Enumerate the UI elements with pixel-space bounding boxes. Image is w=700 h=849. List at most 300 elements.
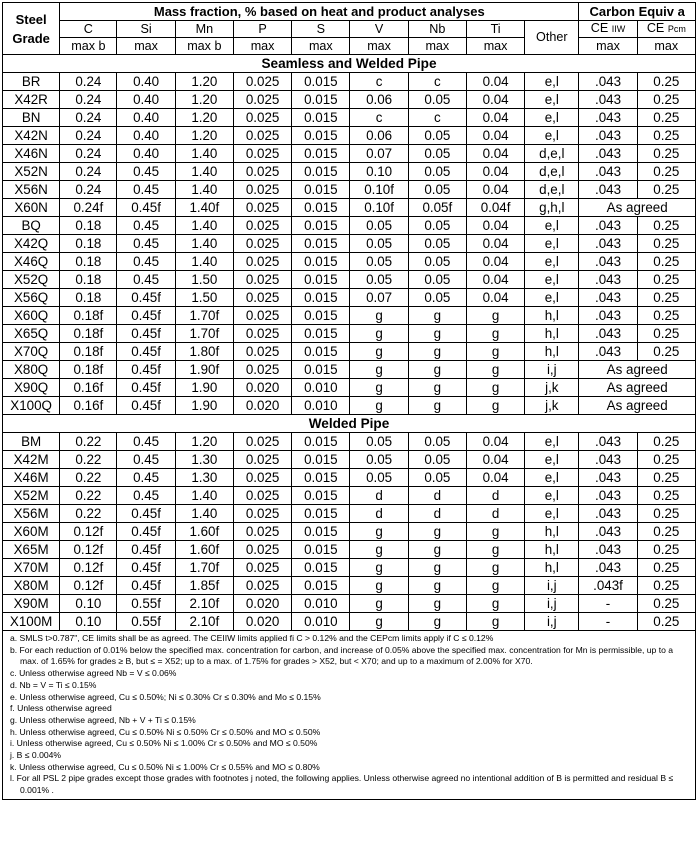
value-cell: 1.30	[175, 451, 233, 469]
value-cell: g	[466, 541, 524, 559]
value-cell: As agreed	[579, 361, 696, 379]
value-cell: g	[350, 595, 408, 613]
value-cell: 0.025	[233, 577, 291, 595]
value-cell: 0.05	[408, 163, 466, 181]
value-cell: g	[466, 577, 524, 595]
value-cell: 0.40	[117, 73, 175, 91]
value-cell: 0.45f	[117, 199, 175, 217]
value-cell: 0.45	[117, 469, 175, 487]
value-cell: g	[408, 541, 466, 559]
value-cell: 0.25	[637, 109, 695, 127]
value-cell: As agreed	[579, 199, 696, 217]
value-cell: e,l	[525, 505, 579, 523]
value-cell: 1.40f	[175, 199, 233, 217]
footnote: a. SMLS t>0.787", CE limits shall be as agreed. The CEIIW limits applied fi C > 0.12% and the CEPcm limits apply if C ≤ 0.12%	[10, 633, 494, 643]
table-row	[3, 541, 696, 559]
ce-limit-header-iiw: max	[579, 38, 637, 55]
table-header	[3, 3, 696, 55]
value-cell: As agreed	[579, 379, 696, 397]
value-cell: 0.025	[233, 487, 291, 505]
value-cell: g	[350, 361, 408, 379]
footnote: l. For all PSL 2 pipe grades except those grades with footnotes j noted, the following applies. Unless otherwise agreed no intentional addition of B is permitted and residual B ≤ 0.001% .	[10, 773, 674, 796]
value-cell: d	[466, 487, 524, 505]
value-cell: 0.015	[292, 343, 350, 361]
value-cell: 0.45f	[117, 379, 175, 397]
value-cell: 0.45f	[117, 361, 175, 379]
value-cell: 0.020	[233, 397, 291, 415]
value-cell: e,l	[525, 91, 579, 109]
value-cell: 0.015	[292, 361, 350, 379]
ce-subscript: Pcm	[667, 24, 686, 34]
value-cell: .043	[579, 217, 637, 235]
value-cell: g	[466, 397, 524, 415]
value-cell: 0.015	[292, 145, 350, 163]
value-cell: 0.45f	[117, 559, 175, 577]
value-cell: i,j	[525, 361, 579, 379]
limit-header-ti: max	[466, 38, 524, 55]
value-cell: 0.24	[60, 73, 117, 91]
grade-cell: X100M	[3, 613, 60, 631]
table-row	[3, 595, 696, 613]
value-cell: 0.45f	[117, 307, 175, 325]
value-cell: 0.025	[233, 91, 291, 109]
value-cell: d,e,l	[525, 181, 579, 199]
table-row	[3, 379, 696, 397]
value-cell: 0.10f	[350, 181, 408, 199]
grade-cell: X42M	[3, 451, 60, 469]
value-cell: 0.015	[292, 433, 350, 451]
value-cell: 0.020	[233, 613, 291, 631]
element-header-nb: Nb	[408, 21, 466, 38]
grade-label: Grade	[12, 30, 50, 46]
value-cell: 1.60f	[175, 541, 233, 559]
value-cell: 1.90	[175, 379, 233, 397]
value-cell: 0.025	[233, 271, 291, 289]
value-cell: 1.20	[175, 91, 233, 109]
value-cell: j,k	[525, 397, 579, 415]
limit-header-v: max	[350, 38, 408, 55]
table-row	[3, 343, 696, 361]
footnote: k. Unless otherwise agreed, Cu ≤ 0.50% Ni ≤ 1.00% Cr ≤ 0.55% and MO ≤ 0.80%	[10, 761, 320, 772]
value-cell: 0.025	[233, 163, 291, 181]
value-cell: g	[466, 559, 524, 577]
value-cell: 0.18	[60, 235, 117, 253]
grade-cell: BN	[3, 109, 60, 127]
value-cell: 0.04	[466, 217, 524, 235]
value-cell: 0.22	[60, 505, 117, 523]
value-cell: 0.25	[637, 469, 695, 487]
value-cell: g	[408, 523, 466, 541]
grade-cell: X60M	[3, 523, 60, 541]
value-cell: 1.40	[175, 487, 233, 505]
value-cell: 2.10f	[175, 613, 233, 631]
value-cell: .043	[579, 73, 637, 91]
table-row	[3, 487, 696, 505]
value-cell: 0.015	[292, 73, 350, 91]
value-cell: 0.04	[466, 91, 524, 109]
value-cell: 0.45	[117, 487, 175, 505]
value-cell: 0.05	[408, 451, 466, 469]
value-cell: 0.015	[292, 217, 350, 235]
value-cell: 0.25	[637, 73, 695, 91]
value-cell: 1.40	[175, 505, 233, 523]
value-cell: 1.90	[175, 397, 233, 415]
value-cell: 0.25	[637, 487, 695, 505]
value-cell: 1.40	[175, 253, 233, 271]
value-cell: .043	[579, 307, 637, 325]
value-cell: 0.015	[292, 199, 350, 217]
value-cell: 0.015	[292, 505, 350, 523]
value-cell: 1.90f	[175, 361, 233, 379]
value-cell: 0.025	[233, 289, 291, 307]
value-cell: 0.25	[637, 271, 695, 289]
value-cell: g	[466, 523, 524, 541]
value-cell: g,h,l	[525, 199, 579, 217]
value-cell: g	[350, 523, 408, 541]
value-cell: 0.015	[292, 127, 350, 145]
value-cell: e,l	[525, 433, 579, 451]
value-cell: 0.05	[350, 235, 408, 253]
value-cell: 0.015	[292, 325, 350, 343]
table-row	[3, 127, 696, 145]
value-cell: .043	[579, 523, 637, 541]
value-cell: 1.40	[175, 145, 233, 163]
value-cell: 0.04	[466, 253, 524, 271]
value-cell: c	[350, 73, 408, 91]
value-cell: 0.24	[60, 91, 117, 109]
value-cell: .043	[579, 505, 637, 523]
element-header-ti: Ti	[466, 21, 524, 38]
value-cell: 0.05	[408, 271, 466, 289]
grade-cell: X70M	[3, 559, 60, 577]
table-row	[3, 91, 696, 109]
value-cell: -	[579, 613, 637, 631]
grade-cell: BR	[3, 73, 60, 91]
value-cell: 0.25	[637, 559, 695, 577]
element-header-si: Si	[117, 21, 175, 38]
value-cell: 0.18f	[60, 361, 117, 379]
value-cell: .043	[579, 163, 637, 181]
table-row	[3, 559, 696, 577]
table-row	[3, 163, 696, 181]
value-cell: g	[408, 613, 466, 631]
value-cell: 0.25	[637, 343, 695, 361]
value-cell: g	[350, 577, 408, 595]
limit-header-c: max b	[60, 38, 117, 55]
grade-cell: X46Q	[3, 253, 60, 271]
element-header-s: S	[292, 21, 350, 38]
value-cell: 0.025	[233, 217, 291, 235]
value-cell: 0.015	[292, 235, 350, 253]
value-cell: 0.25	[637, 91, 695, 109]
table-row	[3, 577, 696, 595]
value-cell: 0.10	[60, 595, 117, 613]
value-cell: 0.25	[637, 577, 695, 595]
value-cell: 1.50	[175, 271, 233, 289]
value-cell: 0.12f	[60, 559, 117, 577]
value-cell: 0.45f	[117, 325, 175, 343]
value-cell: .043	[579, 325, 637, 343]
value-cell: 0.25	[637, 325, 695, 343]
value-cell: e,l	[525, 253, 579, 271]
value-cell: 0.025	[233, 469, 291, 487]
value-cell: e,l	[525, 469, 579, 487]
value-cell: .043	[579, 487, 637, 505]
grade-cell: X100Q	[3, 397, 60, 415]
value-cell: e,l	[525, 235, 579, 253]
value-cell: 0.22	[60, 433, 117, 451]
value-cell: 0.25	[637, 181, 695, 199]
value-cell: 0.24	[60, 127, 117, 145]
value-cell: 0.05	[408, 289, 466, 307]
value-cell: 0.18f	[60, 343, 117, 361]
value-cell: .043	[579, 127, 637, 145]
value-cell: 0.015	[292, 541, 350, 559]
value-cell: 0.24f	[60, 199, 117, 217]
steel-grade-table	[2, 2, 696, 800]
grade-cell: X56N	[3, 181, 60, 199]
value-cell: d	[350, 505, 408, 523]
grade-cell: X42N	[3, 127, 60, 145]
value-cell: 0.25	[637, 307, 695, 325]
table-row	[3, 181, 696, 199]
value-cell: g	[466, 343, 524, 361]
element-header-row	[3, 21, 696, 38]
value-cell: 0.020	[233, 379, 291, 397]
grade-cell: X56Q	[3, 289, 60, 307]
value-cell: 0.40	[117, 91, 175, 109]
table-row	[3, 217, 696, 235]
value-cell: 0.010	[292, 379, 350, 397]
value-cell: 0.05	[408, 181, 466, 199]
value-cell: g	[466, 325, 524, 343]
footnote: c. Unless otherwise agreed Nb = V ≤ 0.06%	[10, 668, 177, 679]
value-cell: 0.45	[117, 433, 175, 451]
value-cell: 1.30	[175, 469, 233, 487]
grade-cell: X90M	[3, 595, 60, 613]
table-row	[3, 325, 696, 343]
value-cell: .043	[579, 109, 637, 127]
value-cell: 0.025	[233, 541, 291, 559]
value-cell: 0.55f	[117, 595, 175, 613]
value-cell: -	[579, 595, 637, 613]
footnote: g. Unless otherwise agreed, Nb + V + Ti ≤ 0.15%	[10, 714, 196, 725]
value-cell: .043f	[579, 577, 637, 595]
value-cell: 0.025	[233, 325, 291, 343]
value-cell: 0.05	[350, 433, 408, 451]
value-cell: 0.40	[117, 127, 175, 145]
value-cell: 1.20	[175, 433, 233, 451]
value-cell: 0.25	[637, 451, 695, 469]
value-cell: h,l	[525, 325, 579, 343]
value-cell: 0.05	[408, 91, 466, 109]
value-cell: c	[408, 109, 466, 127]
value-cell: 0.45	[117, 271, 175, 289]
value-cell: 0.05	[408, 127, 466, 145]
table-row	[3, 397, 696, 415]
limit-header-si: max	[117, 38, 175, 55]
value-cell: 0.25	[637, 523, 695, 541]
value-cell: 0.55f	[117, 613, 175, 631]
table-body	[3, 55, 696, 631]
value-cell: 0.40	[117, 109, 175, 127]
value-cell: 0.45f	[117, 343, 175, 361]
value-cell: 0.015	[292, 181, 350, 199]
value-cell: 0.06	[350, 127, 408, 145]
grade-cell: X60N	[3, 199, 60, 217]
value-cell: 0.015	[292, 253, 350, 271]
value-cell: 0.45	[117, 217, 175, 235]
value-cell: 1.20	[175, 109, 233, 127]
value-cell: .043	[579, 271, 637, 289]
value-cell: 0.025	[233, 235, 291, 253]
value-cell: .043	[579, 289, 637, 307]
table-row	[3, 361, 696, 379]
value-cell: 0.18	[60, 271, 117, 289]
value-cell: 0.25	[637, 289, 695, 307]
value-cell: d,e,l	[525, 163, 579, 181]
table-row	[3, 73, 696, 91]
value-cell: 0.24	[60, 181, 117, 199]
value-cell: 0.45f	[117, 523, 175, 541]
value-cell: 0.16f	[60, 397, 117, 415]
value-cell: 0.015	[292, 307, 350, 325]
ce-label: CE	[646, 21, 665, 35]
ce-subscript: IIW	[611, 24, 626, 34]
value-cell: 0.04	[466, 145, 524, 163]
value-cell: 0.025	[233, 145, 291, 163]
value-cell: 2.10f	[175, 595, 233, 613]
value-cell: .043	[579, 253, 637, 271]
grade-cell: X65M	[3, 541, 60, 559]
value-cell: .043	[579, 433, 637, 451]
value-cell: 0.05	[408, 433, 466, 451]
value-cell: .043	[579, 145, 637, 163]
grade-cell: X80Q	[3, 361, 60, 379]
value-cell: 0.05	[408, 235, 466, 253]
value-cell: 0.22	[60, 469, 117, 487]
value-cell: e,l	[525, 487, 579, 505]
value-cell: 0.18	[60, 289, 117, 307]
value-cell: 0.04	[466, 163, 524, 181]
value-cell: 0.05	[408, 253, 466, 271]
footnote: b. For each reduction of 0.01% below the specified max. concentration for carbon, and increase of 0.05% above the specified max. concentration for Mn is permissible, up to a max. of 1.65% for grades ≥ B, but ≤ = X52; up to a max. of 1.75% for grades > X52, but < X70; and up to a maximum of 2.00% for X70.	[10, 644, 674, 667]
value-cell: 0.45f	[117, 541, 175, 559]
value-cell: c	[408, 73, 466, 91]
value-cell: 0.04	[466, 127, 524, 145]
mass-fraction-header: Mass fraction, % based on heat and product analyses	[60, 3, 579, 21]
value-cell: g	[408, 325, 466, 343]
grade-cell: X90Q	[3, 379, 60, 397]
value-cell: 0.04	[466, 469, 524, 487]
value-cell: 0.05	[350, 253, 408, 271]
value-cell: 0.25	[637, 613, 695, 631]
value-cell: 0.06	[350, 91, 408, 109]
value-cell: 0.25	[637, 253, 695, 271]
value-cell: 0.04	[466, 271, 524, 289]
value-cell: g	[350, 541, 408, 559]
section-title: Seamless and Welded Pipe	[3, 55, 696, 73]
value-cell: 1.40	[175, 163, 233, 181]
grade-cell: X52M	[3, 487, 60, 505]
value-cell: h,l	[525, 307, 579, 325]
value-cell: 0.25	[637, 235, 695, 253]
value-cell: 0.05	[350, 217, 408, 235]
steel-grade-table-wrapper	[2, 2, 696, 800]
value-cell: .043	[579, 235, 637, 253]
grade-cell: X46N	[3, 145, 60, 163]
value-cell: 0.010	[292, 595, 350, 613]
value-cell: 0.05	[350, 271, 408, 289]
value-cell: g	[466, 613, 524, 631]
value-cell: 0.04	[466, 73, 524, 91]
value-cell: 0.015	[292, 577, 350, 595]
footnote: j. B ≤ 0.004%	[10, 750, 62, 761]
value-cell: 0.12f	[60, 541, 117, 559]
value-cell: g	[408, 379, 466, 397]
ce-label: CE	[590, 21, 609, 35]
value-cell: 0.10	[60, 613, 117, 631]
value-cell: 0.04	[466, 289, 524, 307]
grade-cell: X70Q	[3, 343, 60, 361]
value-cell: c	[350, 109, 408, 127]
value-cell: 0.24	[60, 109, 117, 127]
value-cell: 1.20	[175, 127, 233, 145]
value-cell: .043	[579, 559, 637, 577]
value-cell: 0.025	[233, 505, 291, 523]
footnote: i. Unless otherwise agreed, Cu ≤ 0.50% Ni ≤ 1.00% Cr ≤ 0.50% and MO ≤ 0.50%	[10, 738, 318, 749]
value-cell: d	[350, 487, 408, 505]
value-cell: 0.45	[117, 181, 175, 199]
value-cell: 0.020	[233, 595, 291, 613]
value-cell: 0.05f	[408, 199, 466, 217]
table-row	[3, 235, 696, 253]
value-cell: g	[350, 613, 408, 631]
grade-cell: BM	[3, 433, 60, 451]
value-cell: 0.12f	[60, 577, 117, 595]
value-cell: .043	[579, 91, 637, 109]
value-cell: g	[408, 307, 466, 325]
value-cell: 1.70f	[175, 325, 233, 343]
table-row	[3, 523, 696, 541]
table-row	[3, 433, 696, 451]
value-cell: g	[350, 397, 408, 415]
section-header-row	[3, 415, 696, 433]
grade-cell: X42Q	[3, 235, 60, 253]
footnote-list	[10, 633, 689, 797]
value-cell: 0.25	[637, 505, 695, 523]
grade-cell: X42R	[3, 91, 60, 109]
value-cell: d	[408, 505, 466, 523]
value-cell: 0.45	[117, 451, 175, 469]
value-cell: 0.22	[60, 451, 117, 469]
value-cell: g	[466, 307, 524, 325]
value-cell: 0.015	[292, 163, 350, 181]
table-row	[3, 271, 696, 289]
table-row	[3, 199, 696, 217]
value-cell: g	[466, 595, 524, 613]
element-header-v: V	[350, 21, 408, 38]
table-row	[3, 469, 696, 487]
footnote: d. Nb = V = Ti ≤ 0.15%	[10, 679, 97, 690]
value-cell: 1.50	[175, 289, 233, 307]
grade-cell: X52N	[3, 163, 60, 181]
value-cell: 1.70f	[175, 559, 233, 577]
element-header-other: Other	[525, 21, 579, 55]
footnotes	[3, 631, 696, 800]
ce-header-pcm	[637, 21, 695, 38]
value-cell: 0.015	[292, 109, 350, 127]
